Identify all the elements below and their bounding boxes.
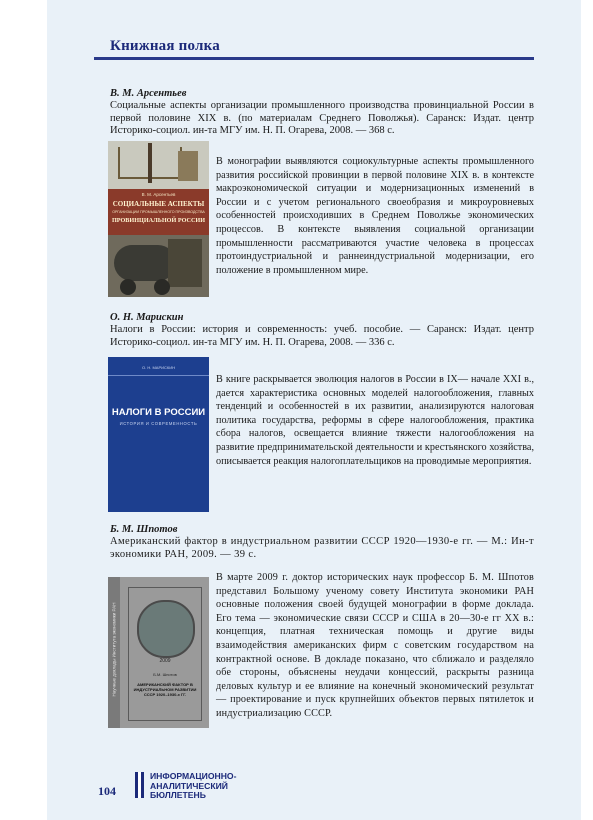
book-1-cover-author: В. М. Арсентьев (141, 192, 176, 197)
book-3-cover-emblem (137, 600, 195, 658)
bulletin-label-line-2: АНАЛИТИЧЕСКИЙ (150, 780, 228, 791)
book-2-author: О. Н. Марискин (110, 312, 184, 323)
book-1-cover-machinery (108, 235, 209, 297)
book-1-cover (108, 141, 209, 297)
header-divider (94, 57, 534, 60)
book-3-citation: Американский фактор в индустриальном развитии СССР 1920—1930-е гг. — М.: Ин-т экономики РАН, 2009. — 39 с. (110, 536, 534, 560)
book-1-cover-photo-top (108, 141, 209, 189)
bulletin-label-line-3: БЮЛЛЕТЕНЬ (150, 790, 206, 800)
book-1-cover-subtitle: ОРГАНИЗАЦИИ ПРОМЫШЛЕННОГО ПРОИЗВОДСТВА (112, 210, 205, 214)
book-3-cover (108, 577, 209, 728)
book-1-citation: Социальные аспекты организации промышленного производства провинциальной России в первой половине XIX в. (по материалам Среднего Поволжья). Саранск: Издат. центр Историко-социол. ин-та МГУ им. Н. П. Огарева, 2008. — 368 с. (110, 100, 534, 136)
book-2-cover-subtitle: ИСТОРИЯ И СОВРЕМЕННОСТЬ (119, 421, 198, 426)
bulletin-logo-mark (135, 772, 144, 798)
book-3-cover-year: 2009 (159, 658, 171, 664)
book-2-cover (108, 357, 209, 512)
book-1-cover-title-2: ПРОВИНЦИАЛЬНОЙ РОССИИ (111, 217, 206, 224)
bulletin-label-line-1: ИНФОРМАЦИОННО- (150, 771, 237, 781)
book-2-cover-author: О. Н. МАРИСКИН (142, 365, 175, 370)
book-1-description: В монографии выявляются социокультурные аспекты промышленного развития российской провинции в первой половине XIX в. в контексте макроэкономической ситуации и модернизационных изменений в России и с учетом регионального своеобразия и микроуровневых особенностей происходивших в Среднем Поволжье экономических процессов. В контексте выявления социальной организации промышленности рассматриваются участие человека в процессах протоиндустриальной и раннеиндустриальной модернизации, его положение в промышленном мире. (216, 156, 534, 276)
book-3-author: Б. М. Шпотов (110, 524, 178, 535)
book-3-cover-title: АМЕРИКАНСКИЙ ФАКТОР В ИНДУСТРИАЛЬНОМ РАЗВИТИИ СССР 1920–1930-х ГГ. (133, 682, 197, 697)
book-3-cover-frame (128, 587, 202, 721)
book-1-author: В. М. Арсентьев (110, 88, 187, 99)
book-1-cover-title: СОЦИАЛЬНЫЕ АСПЕКТЫ (112, 200, 205, 208)
book-3-cover-spine (108, 577, 120, 728)
book-3-cover-spine-text: Научные доклады Института экономики РАН (111, 602, 117, 697)
book-2-citation: Налоги в России: история и современность: учеб. пособие. — Саранск: Издат. центр Историко-социол. ин-та МГУ им. Н. П. Огарева, 2008. — 336 с. (110, 324, 534, 348)
book-2-cover-title: НАЛОГИ В РОССИИ (111, 407, 206, 418)
section-title: Книжная полка (110, 38, 220, 54)
bulletin-label (150, 772, 236, 801)
book-2-description: В книге раскрывается эволюция налогов в России в IX— начале XXI в., дается характеристика основных моделей налогообложения, главных тенденций и особенностей в их развитии, анализируются налоговая политика государства, реформы в сфере налогообложения, практика сбора налогов, освещается влияние тяжести налогообложения на развитие предпринимательской деятельности и крестьянского хозяйства, описывается реакция налогоплательщиков на проводимые мероприятия. (216, 374, 534, 467)
page-number: 104 (98, 784, 116, 798)
book-3-cover-author: Б.М. Шпотов (153, 672, 177, 677)
book-1-cover-band (108, 189, 209, 235)
book-3-description: В марте 2009 г. доктор исторических наук профессор Б. М. Шпотов представил Большому ученому совету Института экономики РАН основные положения своей будущей монографии в форме доклада. Его тема — экономические связи СССР и США в 20—30-е гг XX в.: концепция, платная техническая помощь и другие виды взаимодействия американских фирм с советским государством на контрактной основе. В докладе показано, что сближало и разделяло обе стороны, объяснены неудачи концессий, раскрыты разница деловых культур и ее влияние на конечный экономический результат — проектирование и пуск крупнейших объектов первых пятилеток и индустриализацию СССР. (216, 572, 534, 719)
